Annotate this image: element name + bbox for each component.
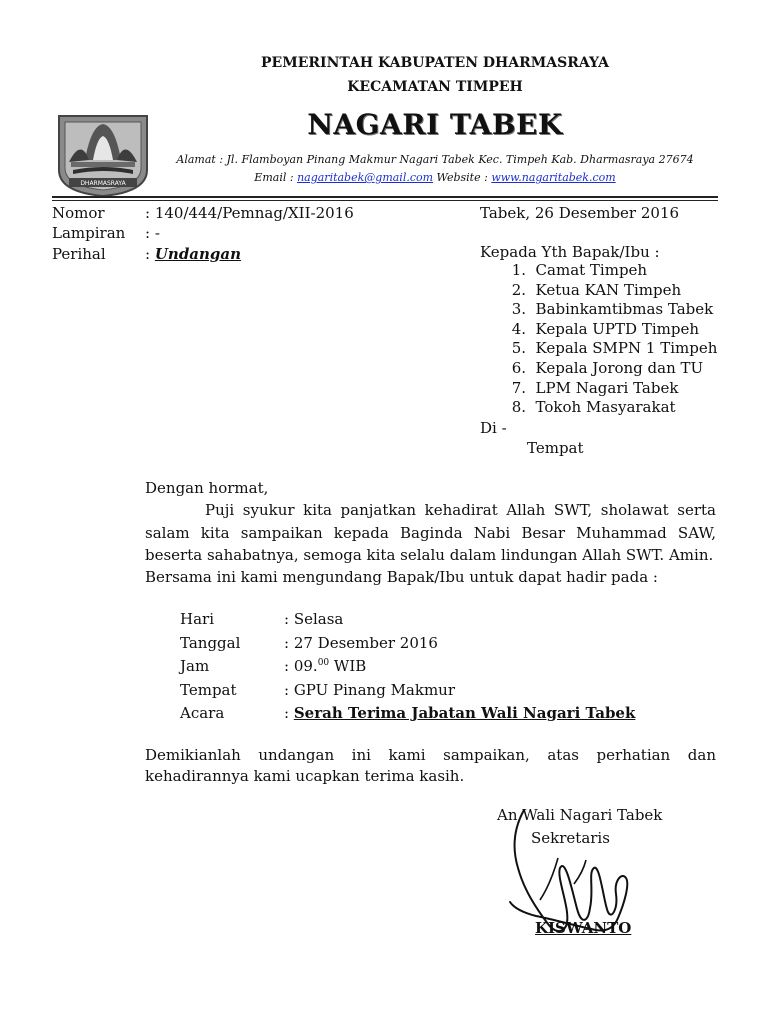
- invite-line: Bersama ini kami mengundang Bapak/Ibu untuk dapat hadir pada :: [145, 568, 658, 586]
- recipient-list: [500, 261, 717, 418]
- list-item: 5. Kepala SMPN 1 Timpeh: [511, 339, 718, 358]
- di-label: Di -: [480, 419, 507, 437]
- detail-row-tempat: Tempat : GPU Pinang Makmur: [180, 680, 456, 699]
- detail-row-jam: Jam : 09.00 WIB: [180, 657, 367, 675]
- perihal-field: [145, 244, 241, 264]
- header-divider: [52, 196, 718, 198]
- list-item: 6. Kepala Jorong dan TU: [511, 358, 704, 377]
- regency-logo-icon: [55, 112, 151, 198]
- list-item: 3. Babinkamtibmas Tabek: [511, 300, 714, 319]
- government-title: PEMERINTAH KABUPATEN DHARMASRAYA: [261, 55, 609, 71]
- signature-role: Sekretaris: [531, 829, 610, 847]
- list-item: 8. Tokoh Masyarakat: [511, 398, 676, 417]
- website-link[interactable]: www.nagaritabek.com: [491, 171, 616, 184]
- detail-row-acara: Acara : Serah Terima Jabatan Wali Nagari Tabek: [180, 704, 636, 722]
- email-link[interactable]: nagaritabek@gmail.com: [297, 171, 434, 184]
- nomor-value: : 140/444/Pemnag/XII-2016: [145, 204, 354, 222]
- website-label: Website :: [433, 171, 492, 184]
- event-details: [180, 608, 635, 726]
- tempat-label: Tempat: [527, 439, 584, 457]
- greeting: Dengan hormat,: [145, 479, 269, 497]
- list-item: 1. Camat Timpeh: [511, 261, 648, 279]
- recipients-heading: Kepada Yth Bapak/Ibu :: [480, 243, 660, 261]
- lampiran-value: : -: [145, 224, 160, 242]
- signature-title: An Wali Nagari Tabek: [497, 806, 663, 824]
- perihal-colon: :: [145, 245, 155, 263]
- signatory-name: KISWANTO: [535, 919, 632, 937]
- date-place: Tabek, 26 Desember 2016: [480, 204, 680, 222]
- logo-caption: DHARMASRAYA: [80, 180, 126, 187]
- email-label: Email :: [254, 171, 298, 184]
- address-line: Alamat : Jl. Flamboyan Pinang Makmur Nagari Tabek Kec. Timpeh Kab. Dharmasraya 27674: [176, 153, 694, 166]
- district-title: KECAMATAN TIMPEH: [347, 79, 523, 95]
- closing-paragraph: Demikianlah undangan ini kami sampaikan, atas perhatian dan kehadirannya kami ucapkan terima kasih.: [145, 746, 716, 785]
- nomor-label: Nomor: [52, 204, 105, 222]
- perihal-value: Undangan: [154, 245, 242, 263]
- village-title: NAGARI TABEK: [307, 108, 563, 141]
- perihal-label: Perihal: [52, 245, 106, 263]
- body-paragraph: Puji syukur kita panjatkan kehadirat Allah SWT, sholawat serta salam kita sampaikan kepada Baginda Nabi Besar Muhammad SAW, beserta sahabatnya, semoga kita selalu dalam lindungan Allah SWT. Amin.: [145, 501, 716, 564]
- list-item: 7. LPM Nagari Tabek: [511, 378, 679, 397]
- list-item: 2. Ketua KAN Timpeh: [511, 280, 682, 299]
- detail-row-tanggal: Tanggal : 27 Desember 2016: [180, 633, 438, 652]
- detail-row-hari: Hari : Selasa: [180, 610, 344, 628]
- header-divider-thin: [52, 200, 718, 201]
- list-item: 4. Kepala UPTD Timpeh: [511, 319, 699, 338]
- lampiran-label: Lampiran: [52, 224, 126, 242]
